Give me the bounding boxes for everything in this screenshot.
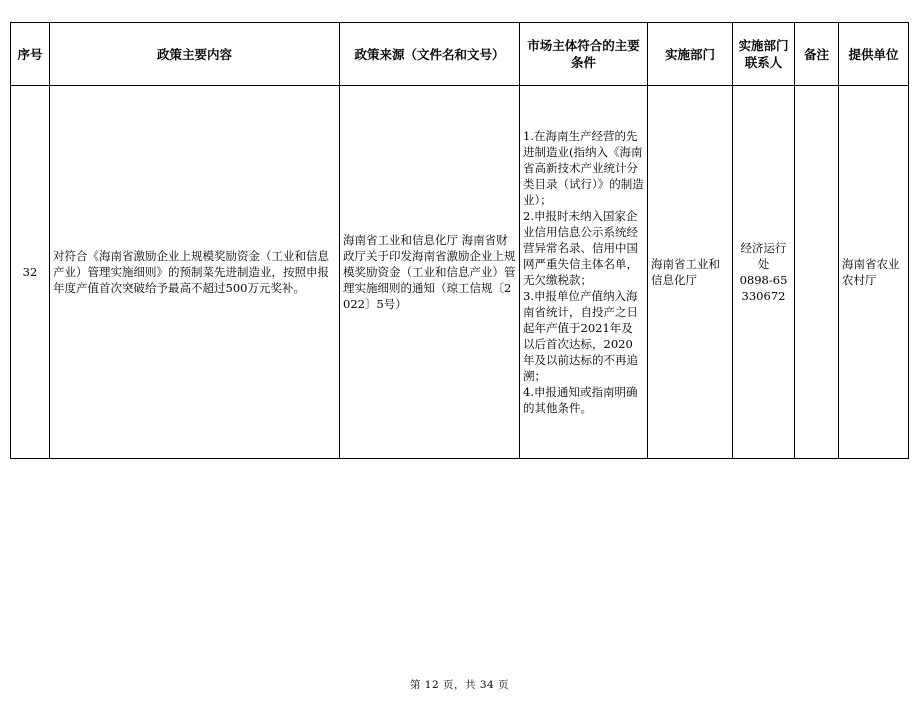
header-provider: 提供单位: [839, 23, 909, 86]
header-conditions: 市场主体符合的主要条件: [520, 23, 648, 86]
row-conditions: [520, 86, 648, 459]
table-row: [11, 86, 909, 459]
table-header-row: [11, 23, 909, 86]
header-remark: 备注: [795, 23, 839, 86]
header-content: 政策主要内容: [50, 23, 340, 86]
row-department: 海南省工业和信息化厅: [648, 86, 733, 459]
contact-name: 经济运行处: [740, 241, 787, 271]
row-provider: 海南省农业农村厅: [839, 86, 909, 459]
condition-item: 1.在海南生产经营的先进制造业(指纳入《海南省高新技术产业统计分类目录（试行）》的制造业）；: [523, 129, 644, 207]
row-remark: [795, 86, 839, 459]
row-content: 对符合《海南省激励企业上规模奖励资金（工业和信息产业）管理实施细则》的预制菜先进制造业，按照申报年度产值首次突破给予最高不超过500万元奖补。: [50, 86, 340, 459]
condition-item: 4.申报通知或指南明确的其他条件。: [523, 385, 638, 415]
header-contact: 实施部门联系人: [733, 23, 795, 86]
contact-phone: 0898-65330672: [739, 273, 788, 303]
header-source: 政策来源（文件名和文号）: [340, 23, 520, 86]
row-contact: [733, 86, 795, 459]
row-source: 海南省工业和信息化厅 海南省财政厅关于印发海南省激励企业上规模奖励资金（工业和信息产业）管理实施细则的通知（琼工信规〔2022〕5号）: [340, 86, 520, 459]
policy-table: [10, 22, 909, 459]
condition-item: 3.申报单位产值纳入海南省统计，自投产之日起年产值于2021年及以后首次达标，2020年及以前达标的不再追溯；: [523, 289, 638, 383]
header-seq: 序号: [11, 23, 50, 86]
page-footer: 第 12 页，共 34 页: [409, 679, 510, 691]
condition-item: 2.申报时未纳入国家企业信用信息公示系统经营异常名录、信用中国网严重失信主体名单，无欠缴税款；: [523, 209, 638, 287]
header-department: 实施部门: [648, 23, 733, 86]
row-seq: 32: [11, 86, 50, 459]
